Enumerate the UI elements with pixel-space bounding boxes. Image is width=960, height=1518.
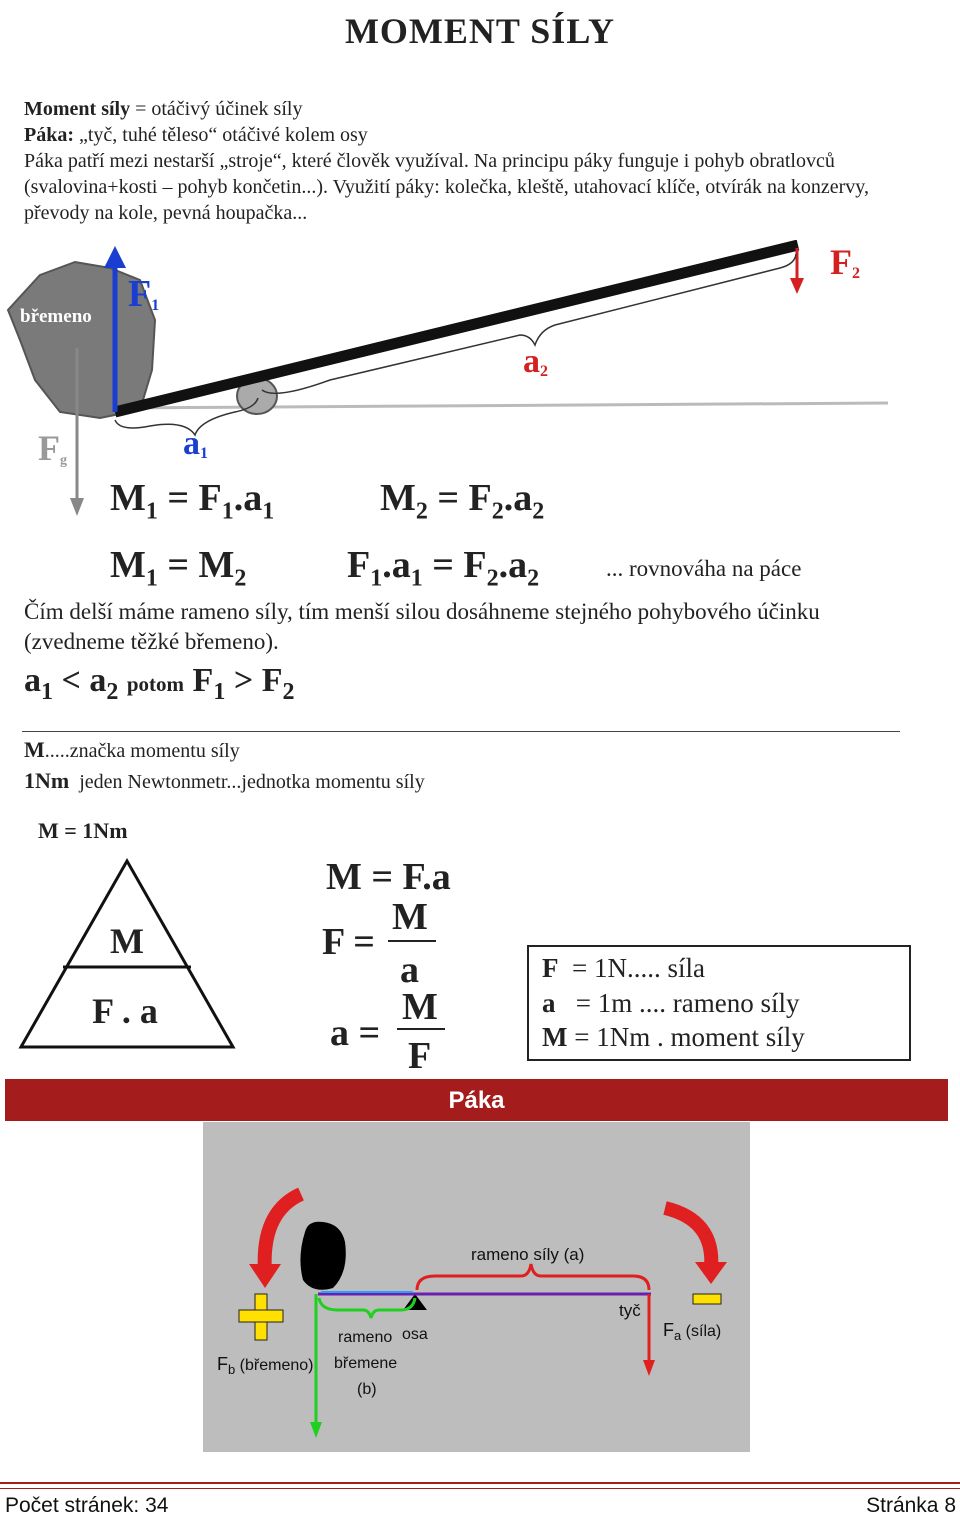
fg-arrow-head — [70, 498, 84, 516]
section-banner: Páka — [5, 1079, 948, 1121]
rameno-bremene-label-3: (b) — [357, 1381, 377, 1398]
fa-label: $F_a$ (síla) — [663, 1320, 722, 1343]
rameno-bremene-label-1: rameno — [338, 1329, 393, 1346]
page-count: Počet stránek: 34 — [5, 1494, 169, 1517]
page-title: MOMENT SÍLY — [344, 11, 616, 51]
lever-beam — [115, 245, 798, 412]
balance-note: ... rovnováha na páce — [606, 556, 802, 581]
tyc-label: tyč — [619, 1301, 641, 1320]
paka-definition: „tyč, tuhé těleso“ otáčivé kolem osy — [74, 124, 368, 146]
units-row-a: a = 1m .... rameno síly — [542, 988, 800, 1018]
rameno-sily-label: rameno síly (a) — [471, 1245, 585, 1264]
formula-a-den: F — [408, 1035, 432, 1077]
moment-definition: = otáčivý účinek síly — [130, 98, 303, 120]
a1-label: a1 — [183, 425, 208, 462]
formula-a-num: M — [402, 986, 438, 1028]
plus-horizontal — [239, 1310, 283, 1322]
formula-balance: $F_1.a_1 = F_2.a_2$ — [347, 544, 540, 592]
definition-m: M.....značka momentu síly — [24, 737, 240, 762]
burden-label: břemeno — [20, 306, 92, 327]
minus-bar — [693, 1294, 721, 1304]
intro-text — [24, 96, 904, 226]
ground-line — [115, 403, 888, 408]
fg-label: Fg — [38, 428, 67, 468]
triangle-caption: M = 1Nm — [38, 818, 128, 843]
paka-diagram — [203, 1122, 750, 1452]
f1-label: F1 — [128, 273, 160, 315]
formula-m1: $M_1 = F_1.a_1$ — [110, 477, 275, 525]
triangle-top: M — [110, 921, 144, 961]
footer-rule-thin — [0, 1488, 960, 1489]
units-row-f: F = 1N..... síla — [542, 953, 705, 983]
triangle-diagram — [15, 855, 240, 1053]
paka-background — [203, 1122, 750, 1452]
formula-a-lhs: a = — [330, 1012, 381, 1054]
units-box — [527, 945, 911, 1061]
footer-rule — [0, 1482, 960, 1484]
definition-unit: 1Nm jeden Newtonmetr...jednotka momentu síly — [24, 768, 425, 793]
formula-m2: $M_2 = F_2.a_2$ — [380, 477, 545, 525]
units-row-m: M = 1Nm . moment síly — [542, 1022, 805, 1052]
triangle-bottom: F . a — [92, 991, 158, 1031]
f1-arrow-head — [104, 246, 126, 268]
fraction-bar-f — [388, 940, 436, 942]
f2-label: F2 — [830, 242, 860, 282]
formula-f-lhs: F = — [322, 921, 375, 963]
section-divider — [22, 731, 900, 732]
page-number: Stránka 8 — [866, 1494, 956, 1517]
explanation-text: Čím delší máme rameno síly, tím menší silou dosáhneme stejného pohybového účinku (zvedneme těžké břemeno). — [24, 599, 820, 654]
formula-f-den: a — [400, 949, 419, 991]
fb-label: $F_b$ (břemeno) — [217, 1354, 314, 1377]
intro-paragraph: Páka patří mezi nestarší „stroje“, které člověk využíval. Na principu páky funguje i pohyb obratlovců (svalovina+kosti – pohyb končetin...). Využití páky: kolečka, kleště, utahovací klíče, otvírák na konzervy, převody na kole, pevná houpačka... — [24, 150, 869, 224]
rameno-bremene-label-2: břemene — [334, 1355, 398, 1372]
fraction-bar-a — [397, 1028, 445, 1030]
moment-term: Moment síly — [24, 98, 131, 120]
inequality: $a_1 < a_2$ potom $F_1 > F_2$ — [24, 662, 295, 705]
formula-m1-eq-m2: $M_1 = M_2$ — [110, 544, 247, 592]
paka-term: Páka: — [24, 124, 74, 146]
a2-label: a2 — [523, 343, 548, 380]
formula-f-num: M — [392, 896, 428, 938]
osa-label: osa — [402, 1326, 428, 1343]
f2-arrow-head — [790, 278, 804, 294]
burden-blob — [300, 1222, 345, 1290]
formula-m-fa: M = F.a — [326, 856, 451, 898]
